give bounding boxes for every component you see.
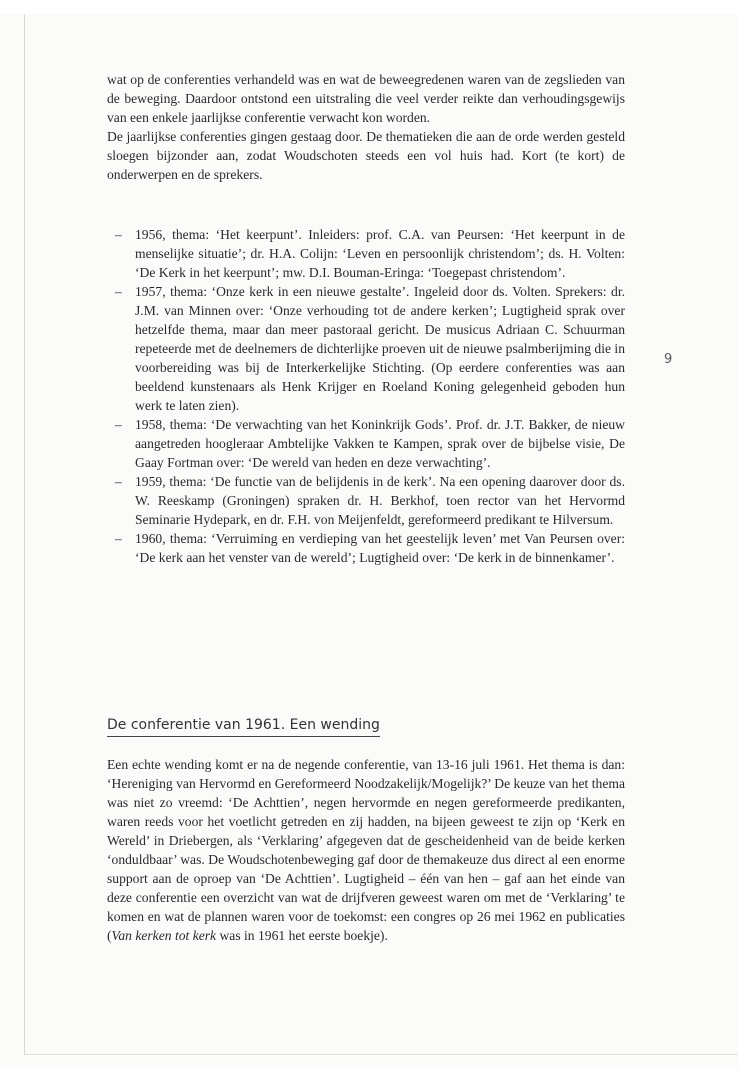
list-item-1958 xyxy=(107,415,625,472)
list-dash: – xyxy=(115,531,122,546)
section-text xyxy=(107,755,625,945)
section-paragraph xyxy=(107,755,625,945)
intro-text xyxy=(107,70,625,184)
book-title: Van kerken tot kerk xyxy=(111,928,217,943)
list-item-text: 1959, thema: ‘De functie van de belijdenis in de kerk’. Na een opening daarover door ds. W. Reeskamp (Groningen) spraken dr. H. Berkhof, toen rector van het Hervormd Seminarie Hydepark, en dr. F.H. von Meijenfeldt, gereformeerd predikant te Hilversum. xyxy=(135,474,625,527)
list-item-text: 1960, thema: ‘Verruiming en verdieping van het geestelijk leven’ met Van Peursen over: ‘De kerk aan het venster van de wereld’; Lugtigheid over: ‘De kerk in de binnenkamer’. xyxy=(135,531,625,565)
list-item-1956 xyxy=(107,225,625,282)
page-number: 9 xyxy=(664,352,673,367)
list-item-1960 xyxy=(107,529,625,567)
intro-paragraph-1: wat op de conferenties verhandeld was en wat de beweegredenen waren van de zegslieden van de beweging. Daardoor ontstond een uitstraling die veel verder reikte dan verhoudingsgewijs van een enkele jaarlijkse conferentie verwacht kon worden. xyxy=(107,72,625,125)
list-item-text: 1956, thema: ‘Het keerpunt’. Inleiders: prof. C.A. van Peursen: ‘Het keerpunt in de menselijke situatie’; dr. H.A. Colijn: ‘Leven en persoonlijk christendom’; ds. H. Volten: ‘De Kerk in het keerpunt’; mw. D.I. Bouman-Eringa: ‘Toegepast christendom’. xyxy=(135,227,625,280)
list-item-text: 1958, thema: ‘De verwachting van het Koninkrijk Gods’. Prof. dr. J.T. Bakker, de nieuw aangetreden hoogleraar Ambtelijke Vakken te Kampen, sprak over de bijbelse visie, De Gaay Fortman over: ‘De wereld van heden en deze verwachting’. xyxy=(135,417,625,470)
section-paragraph-end: was in 1961 het eerste boekje). xyxy=(216,928,388,943)
list-dash: – xyxy=(115,284,122,299)
top-margin xyxy=(0,0,738,14)
list-dash: – xyxy=(115,417,122,432)
bottom-page-edge xyxy=(24,1054,738,1055)
section-paragraph-main: Een echte wending komt er na de negende conferentie, van 13-16 juli 1961. Het thema is dan: ‘Hereniging van Hervormd en Gereformeerd Noodzakelijk/Mogelijk?’ De keuze van het thema was niet zo vreemd: ‘De Achttien’, negen hervormde en negen gereformeerde predikanten, waren reeds voor het voetlicht getreden en zij hadden, na bijeen geweest te zijn op ‘Kerk en Wereld’ in Driebergen, als ‘Verklaring’ afgegeven dat de gescheidenheid van de beide kerken ‘onduldbaar’ was. De Woudschotenbeweging gaf door de themakeuze dus direct al een enorme support aan de oproep van ‘De Achttien’. Lugtigheid – één van hen – gaf aan het einde van deze conferentie een overzicht van wat de drijfveren geweest waren om met de ‘Verklaring’ te komen en wat de plannen waren voor de toekomst: een congres op 26 mei 1962 en publicaties ( xyxy=(107,757,625,943)
conference-list xyxy=(107,225,625,567)
list-item-1959 xyxy=(107,472,625,529)
list-dash: – xyxy=(115,474,122,489)
list-dash: – xyxy=(115,227,122,242)
left-page-edge xyxy=(24,14,25,1054)
list-item-1957 xyxy=(107,282,625,415)
section-heading: De conferentie van 1961. Een wending xyxy=(107,716,380,737)
intro-paragraph-2: De jaarlijkse conferenties gingen gestaag door. De thematieken die aan de orde werden gesteld sloegen bijzonder aan, zodat Woudschoten steeds een vol huis had. Kort (te kort) de onderwerpen en de sprekers. xyxy=(107,129,625,182)
list-item-text: 1957, thema: ‘Onze kerk in een nieuwe gestalte’. Ingeleid door ds. Volten. Sprekers: dr. J.M. van Minnen over: ‘Onze verhouding tot de andere kerken’; Lugtigheid sprak over hetzelfde thema, maar dan meer pastoraal gericht. De musicus Adriaan C. Schuurman repeteerde met de deelnemers de dichterlijke proeven uit de nieuwe psalmberijming die in voorbereiding was bij de Interkerkelijke Stichting. (Op eerdere conferenties was aan beeldend kunstenaars als Henk Krijger en Roeland Koning gelegenheid geboden hun werk te laten zien). xyxy=(135,284,625,413)
